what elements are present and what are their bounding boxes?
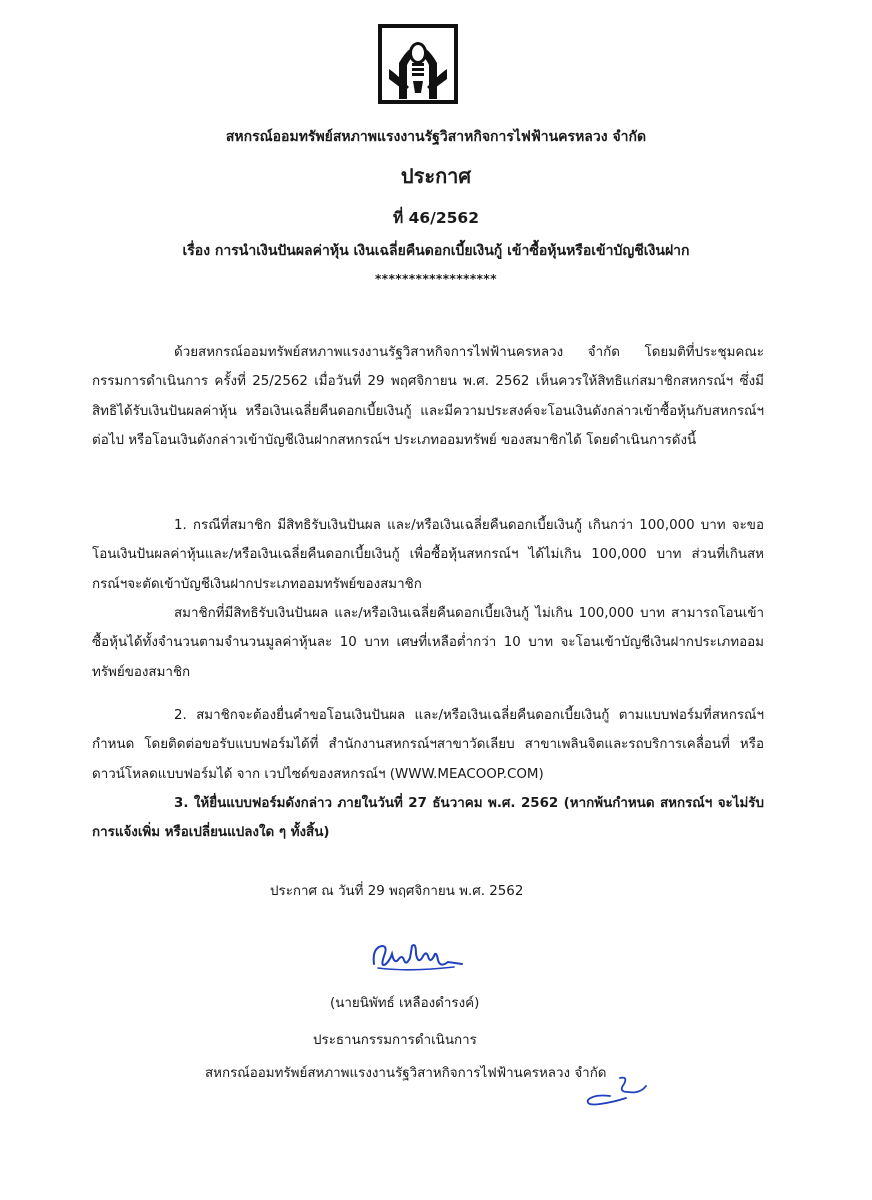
item-2-paragraph: 2. สมาชิกจะต้องยื่นคำขอโอนเงินปันผล และ/หรือเงินเฉลี่ยคืนดอกเบี้ยเงินกู้ ตามแบบฟอร์มที่สหกรณ์ฯ กำหนด โดยติดต่อขอรับแบบฟอร์มได้ที่ สำนักงานสหกรณ์ฯสาขาวัดเลียบ สาขาเพลินจิตและรถบริการเคลื่อนที่ หรือดาวน์โหลดแบบฟอร์มได้ จาก เวปไซด์ของสหกรณ์ฯ (WWW.MEACOOP.COM) xyxy=(92,708,764,782)
signer-name: (นายนิพัทธ์ เหลืองดำรงค์) xyxy=(330,996,480,1011)
initials-mark-icon xyxy=(580,1072,650,1108)
signer-organization: สหกรณ์ออมทรัพย์สหภาพแรงงานรัฐวิสาหกิจการไฟฟ้านครหลวง จำกัด xyxy=(205,1066,607,1081)
item-1-paragraph: 1. กรณีที่สมาชิก มีสิทธิรับเงินปันผล และ/หรือเงินเฉลี่ยคืนดอกเบี้ยเงินกู้ เกินกว่า 100,000 บาท จะขอโอนเงินปันผลค่าหุ้นและ/หรือเงินเฉลี่ยคืนดอกเบี้ยเงินกู้ เพื่อซื้อหุ้นสหกรณ์ฯ ได้ไม่เกิน 100,000 บาท ส่วนที่เกินสหกรณ์ฯจะตัดเข้าบัญชีเงินฝากประเภทออมทรัพย์ของสมาชิก xyxy=(92,518,764,592)
announcement-number: ที่ 46/2562 xyxy=(393,209,479,227)
divider-stars: ****************** xyxy=(375,272,497,286)
announcement-subject: เรื่อง การนำเงินปันผลค่าหุ้น เงินเฉลี่ยคืนดอกเบี้ยเงินกู้ เข้าซื้อหุ้นหรือเข้าบัญชีเงินฝาก xyxy=(182,243,690,259)
announcement-date: ประกาศ ณ วันที่ 29 พฤศจิกายน พ.ศ. 2562 xyxy=(270,884,524,899)
item-1-continuation-paragraph: สมาชิกที่มีสิทธิรับเงินปันผล และ/หรือเงินเฉลี่ยคืนดอกเบี้ยเงินกู้ ไม่เกิน 100,000 บาท สามารถโอนเข้าซื้อหุ้นได้ทั้งจำนวนตามจำนวนมูลค่าหุ้นละ 10 บาท เศษที่เหลือต่ำกว่า 10 บาท จะโอนเข้าบัญชีเงินฝากประเภทออมทรัพย์ของสมาชิก xyxy=(92,606,764,680)
item-3-paragraph: 3. ให้ยื่นแบบฟอร์มดังกล่าว ภายในวันที่ 27 ธันวาคม พ.ศ. 2562 (หากพ้นกำหนด สหกรณ์ฯ จะไม่รับการแจ้งเพิ่ม หรือเปลี่ยนแปลงใด ๆ ทั้งสิ้น) xyxy=(92,796,764,841)
signer-title: ประธานกรรมการดำเนินการ xyxy=(313,1033,477,1048)
intro-paragraph: ด้วยสหกรณ์ออมทรัพย์สหภาพแรงงานรัฐวิสาหกิจการไฟฟ้านครหลวง จำกัด โดยมติที่ประชุมคณะกรรมการดำเนินการ ครั้งที่ 25/2562 เมื่อวันที่ 29 พฤศจิกายน พ.ศ. 2562 เห็นควรให้สิทธิแก่สมาชิกสหกรณ์ฯ ซึ่งมีสิทธิได้รับเงินปันผลค่าหุ้น หรือเงินเฉลี่ยคืนดอกเบี้ยเงินกู้ และมีความประสงค์จะโอนเงินดังกล่าวเข้าซื้อหุ้นกับสหกรณ์ฯต่อไป หรือโอนเงินดังกล่าวเข้าบัญชีเงินฝากสหกรณ์ฯ ประเภทออมทรัพย์ ของสมาชิกได้ โดยดำเนินการดังนี้ xyxy=(92,345,764,448)
organization-header: สหกรณ์ออมทรัพย์สหภาพแรงงานรัฐวิสาหกิจการไฟฟ้านครหลวง จำกัด xyxy=(225,129,647,145)
page-title: ประกาศ xyxy=(400,164,472,188)
cooperative-logo-icon xyxy=(377,23,459,105)
signature-icon xyxy=(368,934,468,976)
